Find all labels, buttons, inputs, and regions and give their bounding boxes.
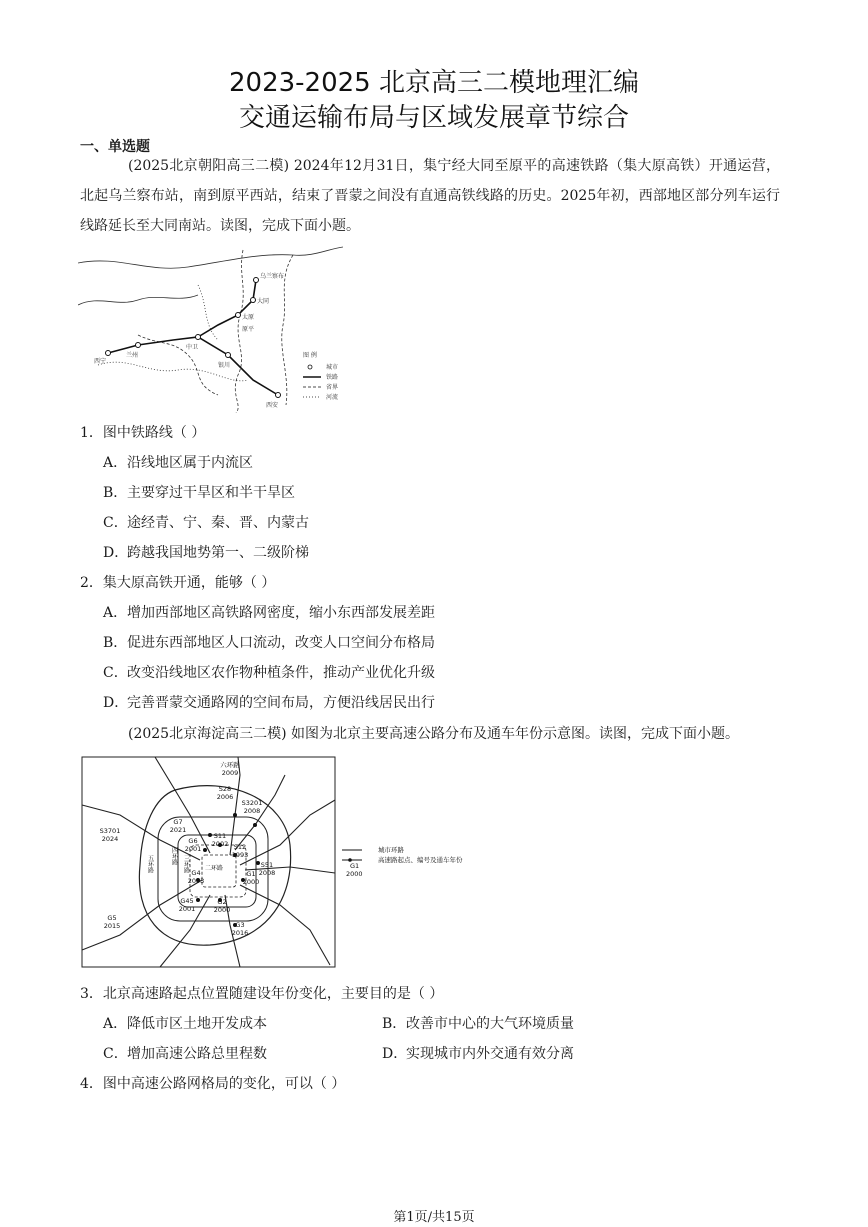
option-letter: D． — [103, 695, 129, 711]
legend-sample-code: G1 — [350, 862, 360, 870]
legend-sample-year: 2000 — [346, 870, 363, 878]
place-label: 西宁 — [94, 358, 107, 365]
document-title-line2: 交通运输布局与区域发展章节综合 — [238, 103, 629, 133]
intro-paragraph-1 — [80, 151, 780, 241]
road-start-point — [253, 823, 257, 827]
option-letter: B． — [382, 1016, 407, 1032]
city-marker — [236, 313, 241, 318]
road-code: S3201 — [241, 799, 263, 807]
place-label: 乌兰察布 — [260, 273, 285, 280]
city-marker — [136, 343, 141, 348]
city-marker — [254, 278, 259, 283]
option-text: 途经青、宁、秦、晋、内蒙古 — [127, 515, 309, 531]
q1-option-c[interactable] — [103, 513, 309, 533]
road-year: 2008 — [258, 869, 276, 877]
road-code: G2 — [217, 898, 227, 906]
place-label: 原平 — [242, 326, 255, 333]
option-text: 改善市中心的大气环境质量 — [406, 1016, 574, 1032]
road-year: 2006 — [216, 793, 234, 801]
road-start-point — [196, 898, 200, 902]
road-code: S3701 — [99, 827, 121, 835]
road-code: S51 — [260, 861, 274, 869]
option-text: 降低市区土地开发成本 — [127, 1016, 267, 1032]
intro-text-2: (2025北京海淀高三二模) 如图为北京主要高速公路分布及通车年份示意图。读图，完成下面小题。 — [128, 726, 740, 742]
road-year: 2021 — [169, 826, 187, 834]
railway-map-legend — [303, 351, 338, 401]
road-year: 2015 — [103, 922, 121, 930]
option-text: 主要穿过干旱区和半干旱区 — [127, 485, 295, 501]
option-text: 改变沿线地区农作物种植条件，推动产业优化升级 — [127, 665, 435, 681]
railway-map — [78, 245, 358, 413]
q1-option-a[interactable] — [103, 453, 253, 473]
place-label: 银川 — [218, 362, 231, 369]
place-label: 西安 — [266, 402, 279, 409]
q2-option-d[interactable] — [103, 693, 435, 713]
city-marker — [196, 335, 201, 340]
highway-map-legend — [342, 845, 463, 878]
option-letter: C． — [103, 515, 128, 531]
option-letter: D． — [103, 545, 129, 561]
ring-label: 四环路 — [170, 847, 178, 865]
q1-option-b[interactable] — [103, 483, 295, 503]
q2-option-b[interactable] — [103, 633, 435, 653]
intro-text-1: (2025北京朝阳高三二模) 2024年12月31日，集宁经大同至原平的高速铁路（集大原高铁）开通运营，北起乌兰察布站，南到原平西站，结束了晋蒙之间没有直通高铁线路的历史。2025年初，西部地区部分列车运行线路延长至大同南站。读图，完成下面小题。 — [80, 158, 780, 234]
option-text: 跨越我国地势第一、二级阶梯 — [127, 545, 309, 561]
place-label: 大同 — [257, 298, 270, 305]
question-2-stem: 2．集大原高铁开通，能够（ ） — [80, 575, 276, 591]
option-letter: D． — [382, 1046, 408, 1062]
border-line — [78, 295, 198, 305]
city-marker — [106, 351, 111, 356]
option-letter: B． — [103, 635, 128, 651]
place-label: 中卫 — [186, 344, 199, 351]
border-line — [78, 247, 343, 268]
option-text: 完善晋蒙交通路网的空间布局，方便沿线居民出行 — [127, 695, 435, 711]
option-text: 增加高速公路总里程数 — [127, 1046, 267, 1062]
option-letter: C． — [103, 1046, 128, 1062]
option-letter: A． — [103, 605, 128, 621]
page-footer: 第1页/共15页 — [393, 1210, 475, 1225]
q3-option-d[interactable] — [382, 1044, 574, 1064]
city-marker — [276, 393, 281, 398]
road-code: G3 — [235, 921, 245, 929]
intro-paragraph-2 — [80, 719, 800, 749]
road-code: G4 — [191, 869, 201, 877]
section-heading: 一、单选题 — [80, 139, 150, 155]
option-letter: C． — [103, 665, 128, 681]
legend-item: 高速路起点、编号及通车年份 — [378, 856, 463, 864]
q3-option-a[interactable] — [103, 1014, 267, 1034]
q3-option-b[interactable] — [382, 1014, 574, 1034]
question-4-stem: 4．图中高速公路网格局的变化，可以（ ） — [80, 1076, 346, 1092]
option-text: 实现城市内外交通有效分离 — [406, 1046, 574, 1062]
q2-option-a[interactable] — [103, 603, 435, 623]
road-year: 2000 — [242, 878, 260, 886]
road-code: G5 — [107, 914, 117, 922]
ring-label: 五环路 — [146, 855, 154, 873]
ring-label: 二环路 — [205, 865, 224, 872]
road-year: 2008 — [243, 807, 261, 815]
road-start-point — [203, 848, 207, 852]
road-year: 2003 — [187, 877, 205, 885]
q2-option-c[interactable] — [103, 663, 435, 683]
road-start-point — [233, 813, 237, 817]
road-year: 2001 — [178, 905, 196, 913]
beijing-highway-map — [80, 755, 492, 970]
question-1-stem: 1．图中铁路线（ ） — [80, 425, 206, 441]
road-code: G6 — [188, 837, 198, 845]
place-label: 兰州 — [126, 352, 139, 359]
road-code: S28 — [218, 785, 232, 793]
legend-item: 省界 — [326, 384, 339, 391]
q1-option-d[interactable] — [103, 543, 309, 563]
legend-title: 图 例 — [303, 352, 317, 359]
city-marker — [251, 298, 256, 303]
legend-item: 城市 — [326, 364, 339, 371]
option-letter: B． — [103, 485, 128, 501]
place-label: 太原 — [242, 314, 255, 321]
option-text: 沿线地区属于内流区 — [127, 455, 253, 471]
legend-item: 城市环路 — [378, 846, 404, 854]
road-start-point — [256, 861, 260, 865]
q3-option-c[interactable] — [103, 1044, 267, 1064]
road-code: G1 — [246, 870, 256, 878]
road-year: 2024 — [101, 835, 119, 843]
road-year: 2009 — [221, 769, 239, 777]
legend-city-symbol — [308, 365, 312, 369]
road-code: S12 — [233, 843, 247, 851]
road-year: 2001 — [184, 845, 202, 853]
road-year: 2016 — [231, 929, 249, 937]
option-text: 促进东西部地区人口流动，改变人口空间分布格局 — [127, 635, 435, 651]
option-letter: A． — [103, 1016, 128, 1032]
ring-label: 三环路 — [182, 855, 190, 873]
road-code: G7 — [173, 818, 183, 826]
document-title-line1: 2023-2025 北京高三二模地理汇编 — [229, 68, 639, 98]
legend-item: 河流 — [326, 394, 339, 401]
option-letter: A． — [103, 455, 128, 471]
road-code: G45 — [180, 897, 194, 905]
question-3-stem: 3．北京高速路起点位置随建设年份变化，主要目的是（ ） — [80, 986, 444, 1002]
road-start-point — [208, 833, 212, 837]
legend-item: 铁路 — [326, 374, 339, 381]
road-code: 六环路 — [220, 761, 240, 769]
road-year: 2002 — [211, 840, 229, 848]
road-code: S11 — [213, 832, 227, 840]
city-marker — [226, 353, 231, 358]
road-year: 1993 — [231, 851, 249, 859]
option-text: 增加西部地区高铁路网密度，缩小东西部发展差距 — [127, 605, 435, 621]
road-year: 2000 — [213, 906, 231, 914]
